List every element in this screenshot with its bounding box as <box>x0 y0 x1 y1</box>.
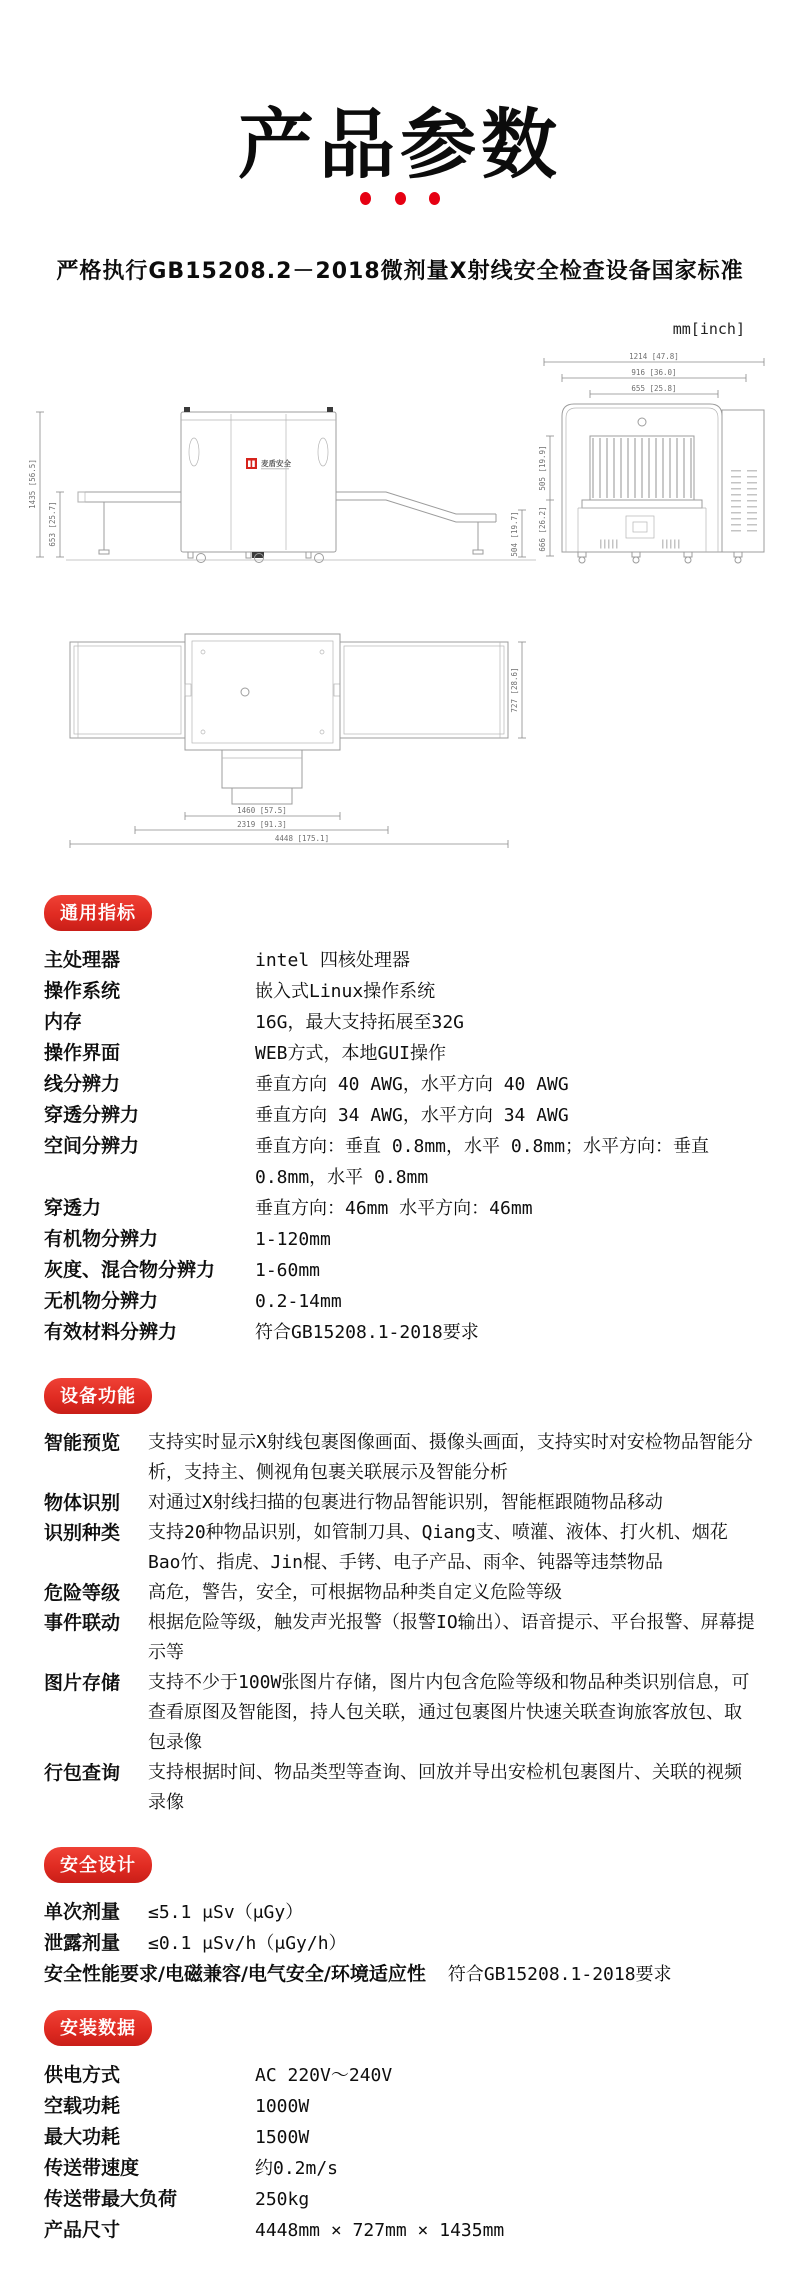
section-3 <box>44 1990 758 2246</box>
spec-value: 垂直方向：46mm 水平方向：46mm <box>255 1198 533 1219</box>
red-dot <box>395 192 406 205</box>
spec-label: 最大功耗 <box>44 2126 121 2148</box>
dim-top-frame-length: 2319 [91.3] <box>237 820 287 829</box>
spec-label: 单次剂量 <box>44 1901 121 1923</box>
dim-side-total-height: 1435 [56.5] <box>28 459 37 509</box>
spec-value: 对通过X射线扫描的包裹进行物品智能识别，智能框跟随物品移动 <box>148 1492 663 1513</box>
spec-row <box>44 1131 758 1193</box>
spec-label: 操作系统 <box>44 980 121 1002</box>
spec-label: 事件联动 <box>44 1612 121 1634</box>
spec-row <box>44 1488 758 1518</box>
spec-row <box>44 1007 758 1038</box>
page-title: 产品参数 <box>238 99 562 189</box>
spec-value: 高危，警告，安全，可根据物品种类自定义危险等级 <box>148 1582 562 1603</box>
dim-front-body-width: 916 [36.0] <box>631 368 677 377</box>
section-badge: 安装数据 <box>44 2010 152 2046</box>
spec-row <box>44 2184 758 2215</box>
spec-label: 内存 <box>44 1011 83 1033</box>
section-0 <box>44 880 758 1348</box>
dim-side-exit-height: 504 [19.7] <box>510 511 519 557</box>
spec-value: 1-60mm <box>255 1260 321 1281</box>
spec-row <box>44 1897 758 1928</box>
brand-logo-text: 麦盾安全 <box>261 459 291 468</box>
spec-value: 0.2-14mm <box>255 1291 342 1312</box>
spec-row <box>44 2215 758 2246</box>
spec-value: 符合GB15208.1-2018要求 <box>447 1964 672 1985</box>
dim-front-total-width: 1214 [47.8] <box>629 352 679 361</box>
dim-front-tunnel-height: 505 [19.9] <box>538 445 547 491</box>
spec-row <box>44 945 758 976</box>
spec-label: 穿透分辨力 <box>44 1104 140 1126</box>
spec-row <box>44 1928 758 1959</box>
side-view-drawing <box>26 352 556 567</box>
spec-row <box>44 2153 758 2184</box>
spec-value: 垂直方向 34 AWG，水平方向 34 AWG <box>255 1105 569 1126</box>
dim-front-base-height: 666 [26.2] <box>538 506 547 552</box>
spec-label: 无机物分辨力 <box>44 1290 159 1312</box>
spec-value: ≤0.1 μSv/h（μGy/h） <box>148 1933 347 1954</box>
spec-row <box>44 1578 758 1608</box>
spec-row <box>44 1668 758 1758</box>
spec-value: 1000W <box>255 2096 310 2117</box>
red-dot <box>360 192 371 205</box>
spec-value: 支持根据时间、物品类型等查询、回放并导出安检机包裹图片、关联的视频录像 <box>148 1762 742 1813</box>
section-1 <box>44 1348 758 1818</box>
dim-top-width: 727 [28.6] <box>510 667 519 713</box>
units-label: mm[inch] <box>672 320 745 338</box>
spec-value: intel 四核处理器 <box>255 950 411 971</box>
spec-row <box>44 1758 758 1818</box>
spec-label: 危险等级 <box>44 1582 121 1604</box>
spec-row <box>44 1038 758 1069</box>
standard-compliance-line: 严格执行GB15208.2－2018微剂量X射线安全检查设备国家标准 <box>56 259 744 284</box>
spec-row <box>44 1069 758 1100</box>
spec-row <box>44 1100 758 1131</box>
spec-label: 智能预览 <box>44 1432 121 1454</box>
spec-row <box>44 2122 758 2153</box>
spec-value: 支持实时显示X射线包裹图像画面、摄像头画面，支持实时对安检物品智能分析，支持主、侧视角包裹关联展示及智能分析 <box>148 1432 753 1483</box>
dim-front-tunnel-width: 655 [25.8] <box>631 384 677 393</box>
dim-side-belt-height: 653 [25.7] <box>48 501 57 547</box>
dim-top-total-length: 4448 [175.1] <box>274 834 330 843</box>
decorative-dots <box>0 192 800 205</box>
spec-value: 4448mm × 727mm × 1435mm <box>255 2220 505 2241</box>
spec-label: 有机物分辨力 <box>44 1228 159 1250</box>
spec-value: 垂直方向 40 AWG，水平方向 40 AWG <box>255 1074 569 1095</box>
section-badge: 设备功能 <box>44 1378 152 1414</box>
spec-label: 穿透力 <box>44 1197 102 1219</box>
spec-value: 根据危险等级，触发声光报警（报警IO输出）、语音提示、平台报警、屏幕提示等 <box>148 1612 755 1663</box>
spec-label: 泄露剂量 <box>44 1932 121 1954</box>
spec-label: 操作界面 <box>44 1042 121 1064</box>
spec-row <box>44 1518 758 1578</box>
spec-value: 支持20种物品识别，如管制刀具、Qiang支、喷灌、液体、打火机、烟花Bao竹、指虎、Jin棍、手铐、电子产品、雨伞、钝器等违禁物品 <box>148 1522 728 1573</box>
spec-label: 物体识别 <box>44 1492 121 1514</box>
spec-label: 空间分辨力 <box>44 1135 140 1157</box>
spec-row <box>44 976 758 1007</box>
spec-value: 250kg <box>255 2189 310 2210</box>
spec-row <box>44 1959 758 1990</box>
spec-label: 传送带最大负荷 <box>44 2188 178 2210</box>
spec-row <box>44 1193 758 1224</box>
spec-value: 约0.2m/s <box>255 2158 339 2179</box>
brand-logo <box>246 458 291 469</box>
spec-value: AC 220V～240V <box>255 2065 393 2086</box>
front-view-drawing <box>538 348 773 566</box>
section-badge: 通用指标 <box>44 895 152 931</box>
spec-label: 主处理器 <box>44 949 121 971</box>
spec-row <box>44 1608 758 1668</box>
spec-row <box>44 1224 758 1255</box>
spec-value: 嵌入式Linux操作系统 <box>255 981 436 1002</box>
spec-label: 空载功耗 <box>44 2095 121 2117</box>
spec-row <box>44 1317 758 1348</box>
top-view-drawing <box>40 606 560 851</box>
red-dot <box>429 192 440 205</box>
spec-label: 行包查询 <box>44 1762 121 1784</box>
spec-row <box>44 1255 758 1286</box>
spec-label: 图片存储 <box>44 1672 121 1694</box>
spec-value: 1-120mm <box>255 1229 331 1250</box>
section-badge: 安全设计 <box>44 1847 152 1883</box>
spec-row <box>44 1286 758 1317</box>
spec-value: 16G，最大支持拓展至32G <box>255 1012 465 1033</box>
spec-value: WEB方式，本地GUI操作 <box>255 1043 447 1064</box>
spec-row <box>44 2091 758 2122</box>
spec-label: 安全性能要求/电磁兼容/电气安全/环境适应性 <box>44 1963 426 1985</box>
spec-value: 1500W <box>255 2127 310 2148</box>
specs <box>44 880 758 2246</box>
spec-label: 识别种类 <box>44 1522 121 1544</box>
spec-row <box>44 1428 758 1488</box>
spec-row <box>44 2060 758 2091</box>
spec-label: 传送带速度 <box>44 2157 140 2179</box>
spec-value: 支持不少于100W张图片存储，图片内包含危险等级和物品种类识别信息，可查看原图及智能图，持人包关联，通过包裹图片快速关联查询旅客放包、取包录像 <box>148 1672 750 1753</box>
dim-top-machine-length: 1460 [57.5] <box>237 806 287 815</box>
spec-label: 产品尺寸 <box>44 2219 121 2241</box>
spec-value: 符合GB15208.1-2018要求 <box>255 1322 479 1343</box>
spec-label: 供电方式 <box>44 2064 121 2086</box>
spec-value: 垂直方向：垂直 0.8mm，水平 0.8mm；水平方向：垂直 0.8mm，水平 0.8mm <box>255 1136 710 1188</box>
spec-label: 灰度、混合物分辨力 <box>44 1259 216 1281</box>
spec-label: 线分辨力 <box>44 1073 121 1095</box>
spec-value: ≤5.1 μSv（μGy） <box>148 1902 304 1923</box>
section-2 <box>44 1818 758 1990</box>
spec-label: 有效材料分辨力 <box>44 1321 178 1343</box>
